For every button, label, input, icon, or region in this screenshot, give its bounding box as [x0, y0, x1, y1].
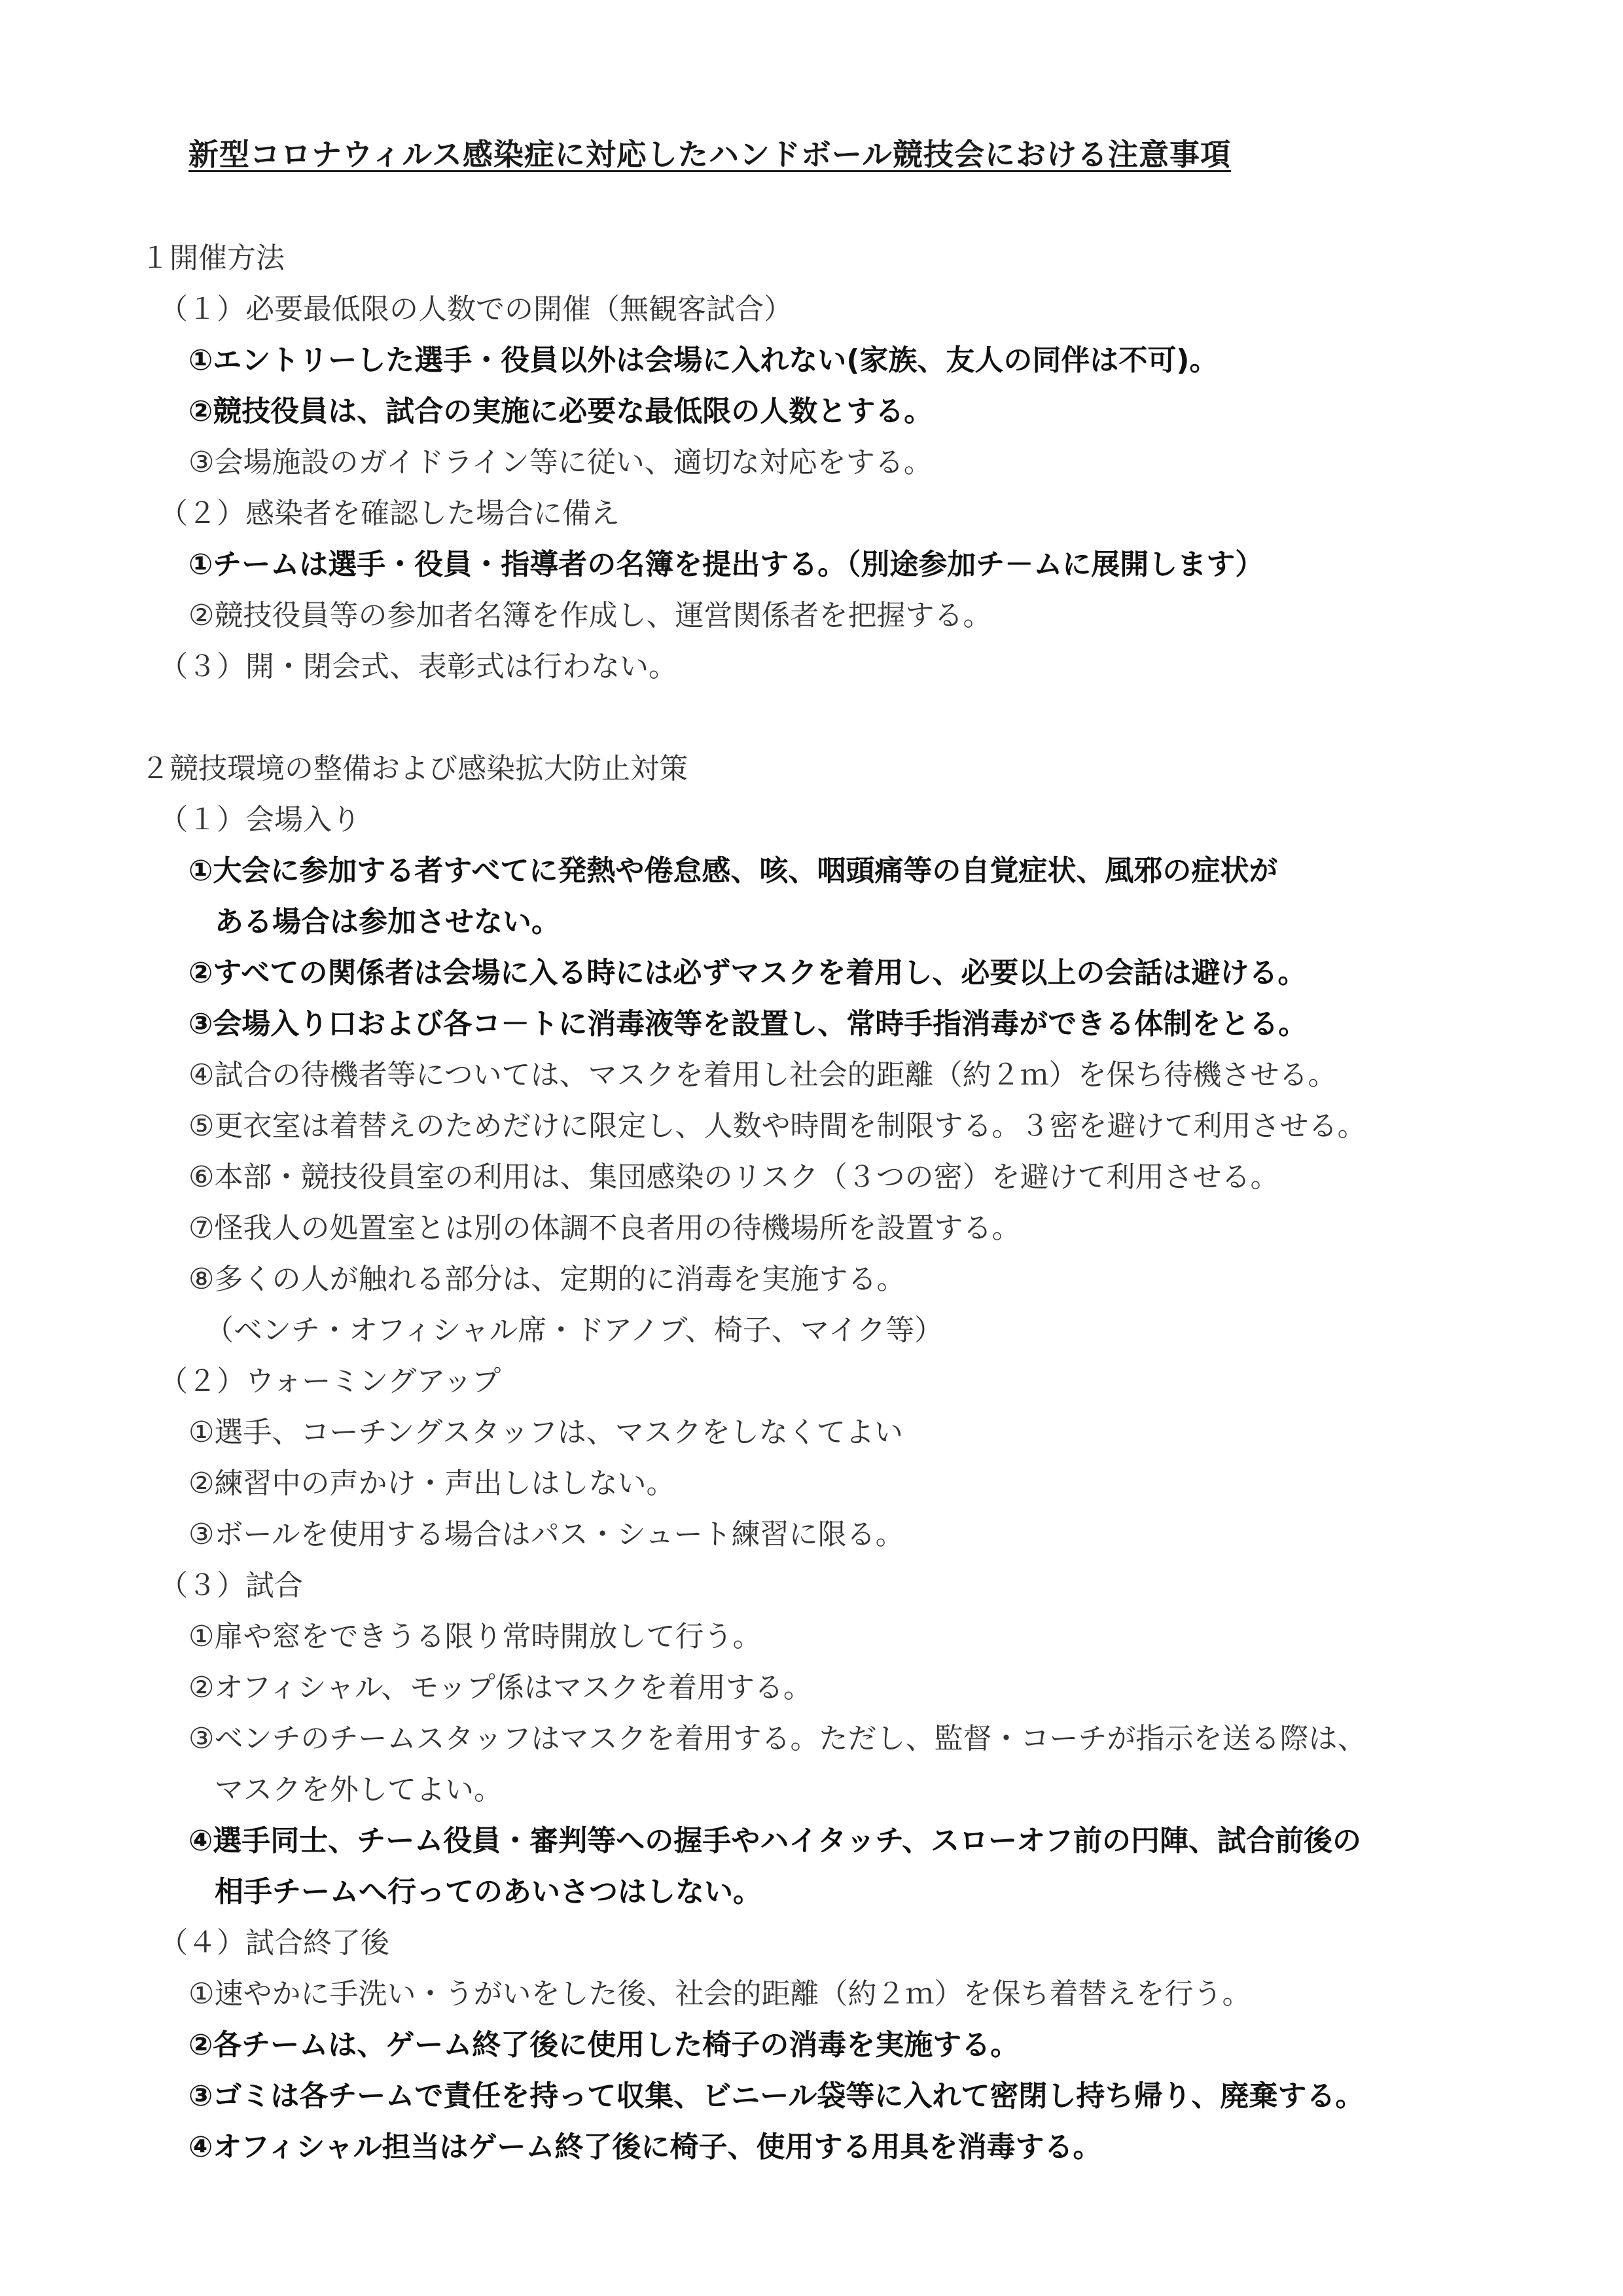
section-1-sub-1-item-2: ②競技役員は、試合の実施に必要な最低限の人数とする。 [188, 395, 933, 428]
section-2-sub-4-item-1: ①速やかに手洗い・うがいをした後、社会的距離（約２ｍ）を保ち着替えを行う。 [188, 1977, 1251, 2011]
section-2-sub-4-item-3: ③ゴミは各チームで責任を持って収集、ビニール袋等に入れて密閉し持ち帰り、廃棄する。 [188, 2079, 1364, 2113]
section-1-sub-1-item-1: ①エントリーした選手・役員以外は会場に入れない(家族、友人の同伴は不可)。 [188, 344, 1219, 377]
section-1-sub-2-item-2: ②競技役員等の参加者名簿を作成し、運営関係者を把握する。 [188, 599, 992, 632]
section-2-sub-4-item-2: ②各チームは、ゲーム終了後に使用した椅子の消毒を実施する。 [188, 2028, 1020, 2062]
section-2-sub-1-item-3: ③会場入り口および各コ－トに消毒液等を設置し、常時手指消毒ができる体制をとる。 [188, 1007, 1308, 1041]
section-2-sub-4-item-4: ④オフィシャル担当はゲーム終了後に椅子、使用する用具を消毒する。 [188, 2130, 1102, 2164]
section-2-sub-2-label: （２）ウォーミングアップ [159, 1365, 501, 1398]
section-2-sub-3-item-4-continued: 相手チームへ行ってのあいさつはしない。 [215, 1875, 762, 1909]
section-2-sub-3-label: （３）試合 [159, 1569, 303, 1602]
section-1-sub-1-item-3: ③会場施設のガイドライン等に従い、適切な対応をする。 [188, 446, 933, 479]
section-2-sub-1-item-4: ④試合の待機者等については、マスクを着用し社会的距離（約２ｍ）を保ち待機させる。 [188, 1058, 1337, 1092]
section-2-sub-2-item-2: ②練習中の声かけ・声出しはしない。 [188, 1467, 675, 1500]
section-1-sub-2-label: （２）感染者を確認した場合に備え [159, 497, 620, 530]
section-2-sub-2-item-1: ①選手、コーチングスタッフは、マスクをしなくてよい [188, 1416, 903, 1449]
section-2-sub-2-item-3: ③ボールを使用する場合はパス・シュート練習に限る。 [188, 1518, 904, 1551]
section-2-sub-3-item-1: ①扉や窓をできうる限り常時開放して行う。 [188, 1620, 762, 1653]
section-2-sub-1-item-1-continued: ある場合は参加させない。 [215, 905, 560, 939]
section-1-sub-3-label: （３）開・閉会式、表彰式は行わない。 [159, 650, 677, 683]
section-2-sub-1-item-1: ①大会に参加する者すべてに発熱や倦怠感、咳、咽頭痛等の自覚症状、風邪の症状が [188, 854, 1278, 888]
section-2-sub-3-item-3-continued: マスクを外してよい。 [215, 1773, 503, 1806]
section-1-sub-2-item-1: ①チームは選手・役員・指導者の名簿を提出する。（別途参加チ－ムに展開します） [188, 548, 1264, 581]
section-2-sub-1-item-8-note: （ベンチ・オフィシャル席・ドアノブ、椅子、マイク等） [205, 1314, 944, 1347]
section-2-sub-3-item-4: ④選手同士、チーム役員・審判等への握手やハイタッチ、スローオフ前の円陣、試合前後の [188, 1824, 1361, 1857]
section-2-sub-3-item-2: ②オフィシャル、モップ係はマスクを着用する。 [188, 1671, 812, 1704]
section-2-sub-4-label: （４）試合終了後 [159, 1926, 389, 1960]
section-2-sub-1-item-7: ⑦怪我人の処置室とは別の体調不良者用の待機場所を設置する。 [188, 1211, 1021, 1245]
section-2-sub-1-item-8: ⑧多くの人が触れる部分は、定期的に消毒を実施する。 [188, 1263, 906, 1296]
section-2-sub-1-item-5: ⑤更衣室は着替えのためだけに限定し、人数や時間を制限する。３密を避けて利用させる。 [188, 1109, 1366, 1143]
section-2-sub-1-label: （１）会場入り [159, 803, 361, 836]
section-1-sub-1-label: （１）必要最低限の人数での開催（無観客試合） [159, 293, 793, 326]
section-2-sub-1-item-6: ⑥本部・競技役員室の利用は、集団感染のリスク（３つの密）を避けて利用させる。 [188, 1160, 1279, 1194]
document-title: 新型コロナウィルス感染症に対応したハンドボール競技会における注意事項 [188, 137, 1231, 172]
section-2-heading: ２競技環境の整備および感染拡大防止対策 [141, 752, 688, 785]
section-2-sub-1-item-2: ②すべての関係者は会場に入る時には必ずマスクを着用し、必要以上の会話は避ける。 [188, 956, 1307, 990]
section-1-heading: １開催方法 [141, 242, 285, 275]
section-2-sub-3-item-3: ③ベンチのチームスタッフはマスクを着用する。ただし、監督・コーチが指示を送る際は、 [188, 1722, 1366, 1755]
